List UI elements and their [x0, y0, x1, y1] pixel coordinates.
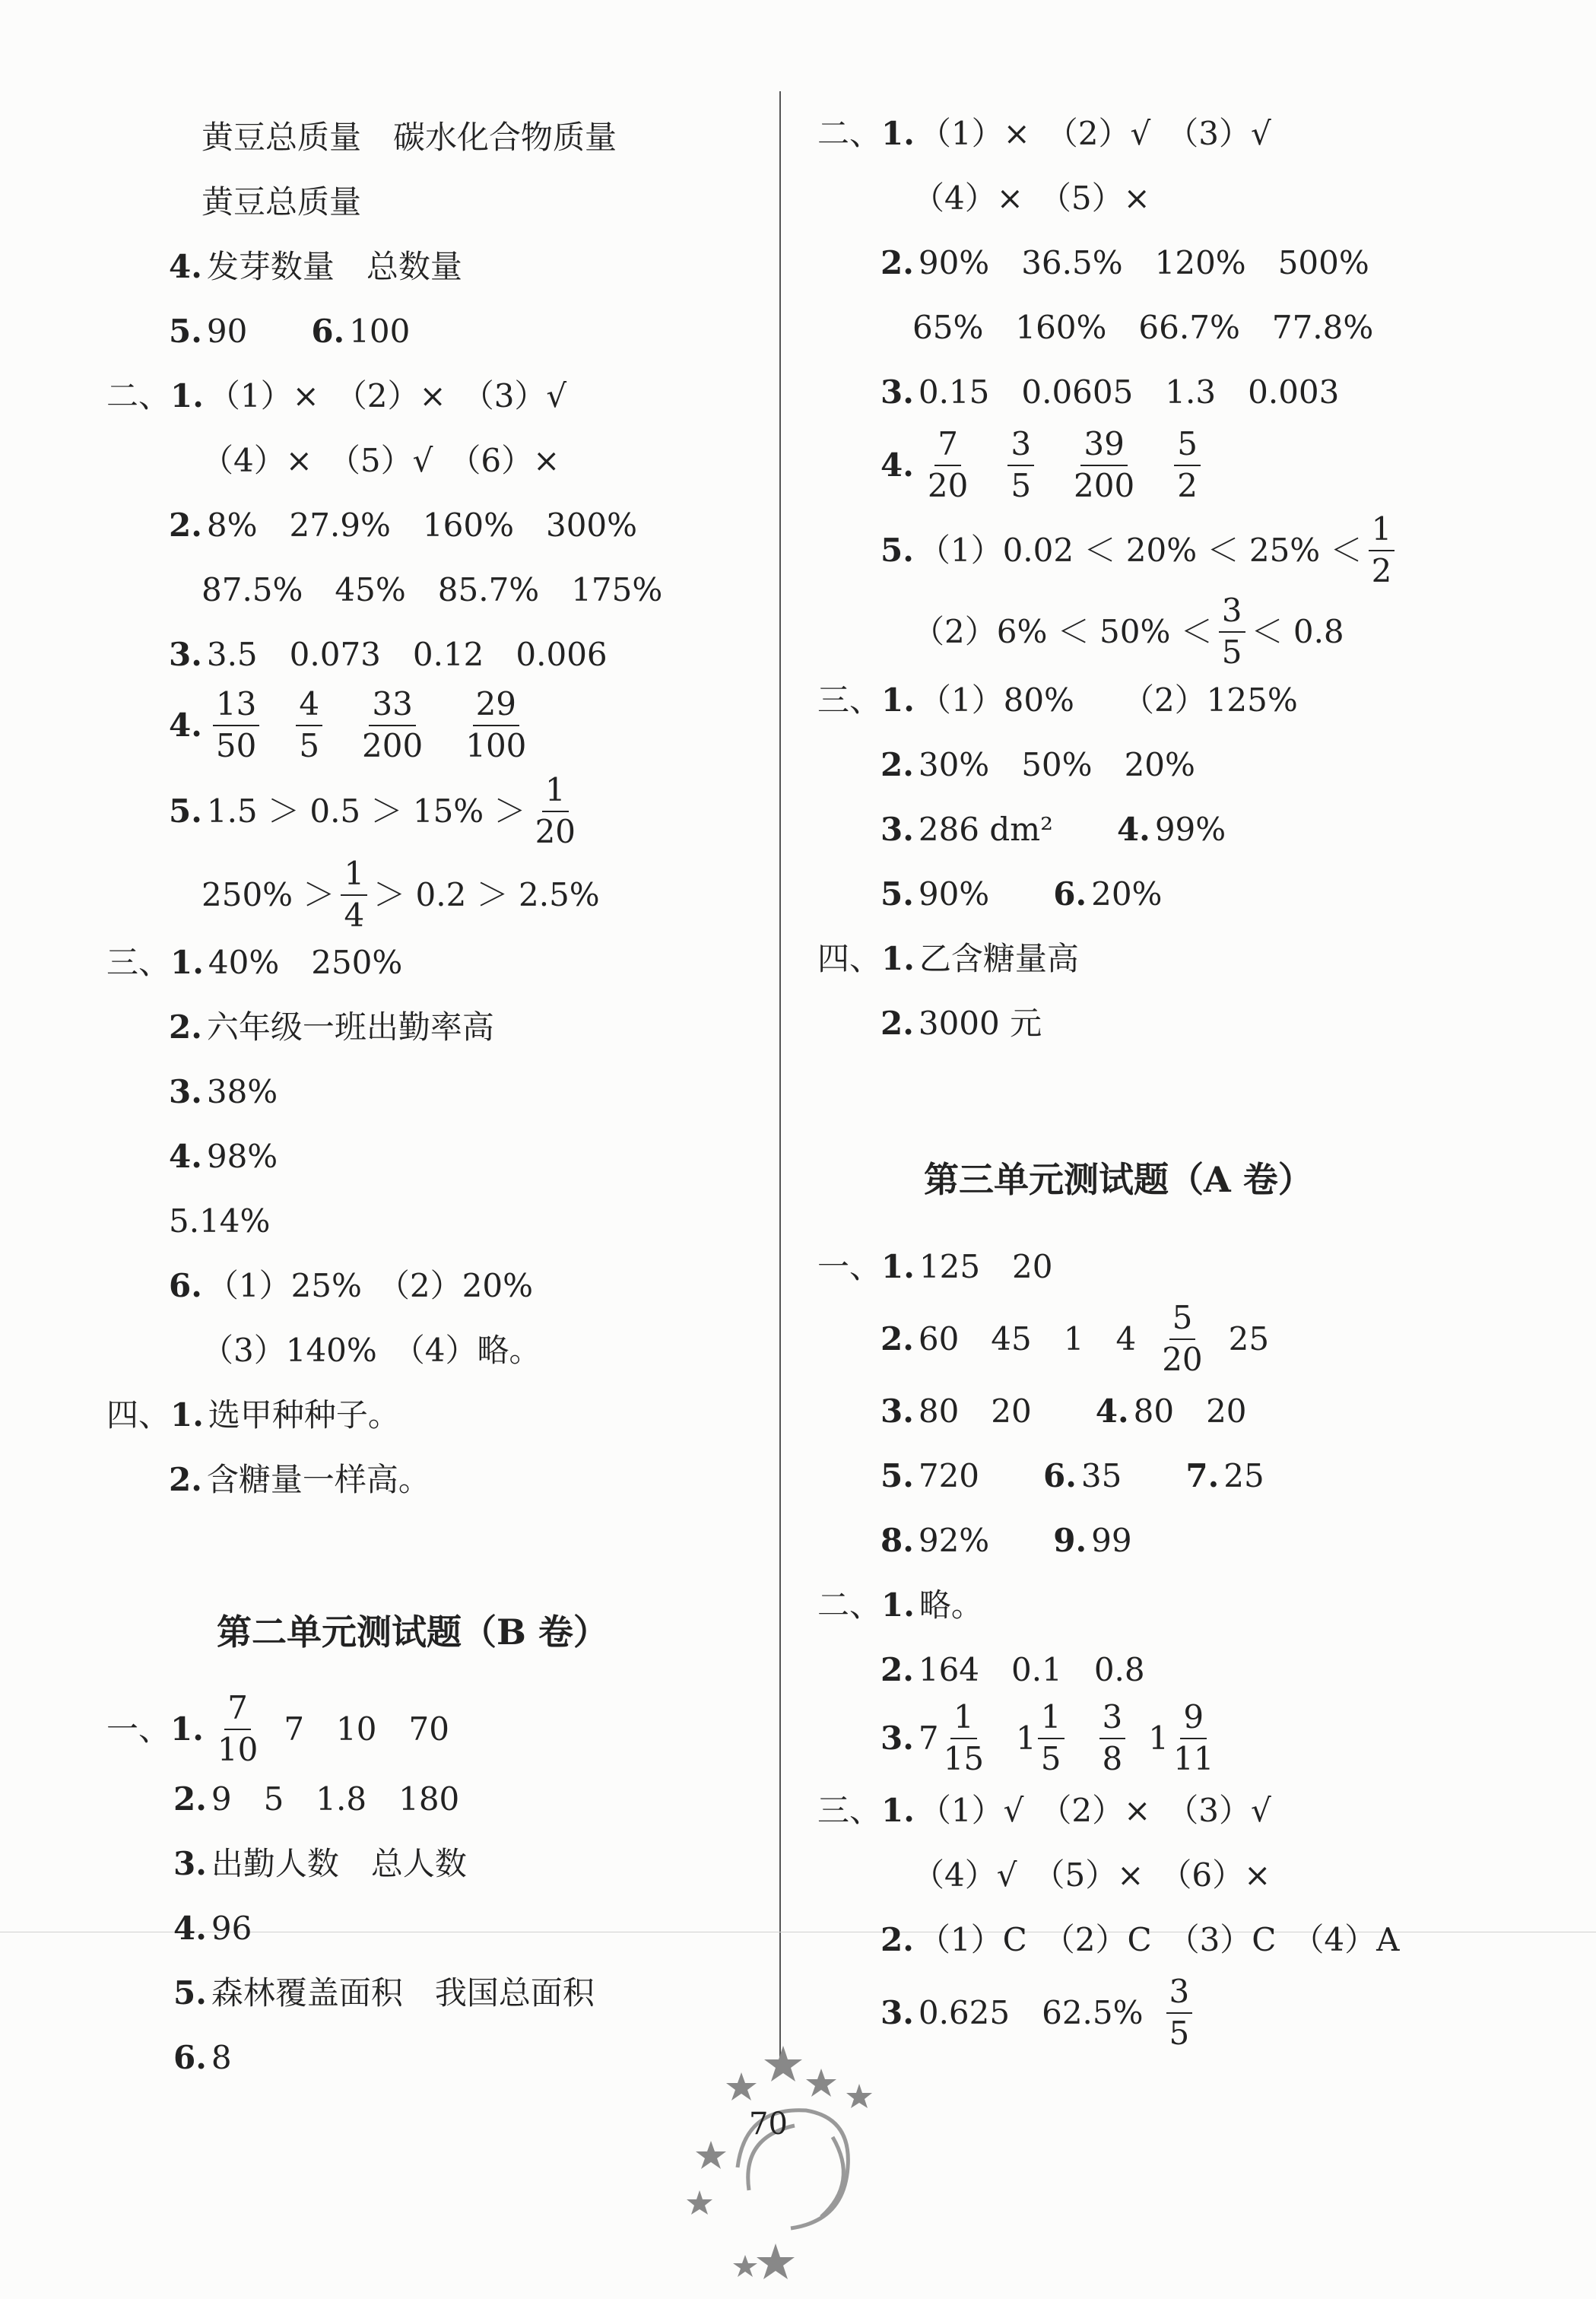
answer-line: 4. 发芽数量 总数量	[169, 248, 462, 285]
answer-line: 2. 90% 36.5% 120% 500%	[880, 244, 1369, 281]
answer-line: （4）√ （5）× （6）×	[912, 1856, 1271, 1894]
star-icon	[806, 2069, 836, 2097]
answer-line: 三、1. （1）√ （2）× （3）√	[817, 1792, 1271, 1829]
answer-line: 四、1. 乙含糖量高	[817, 940, 1079, 977]
answer-line: 3. 38%	[169, 1073, 278, 1110]
answer-line: 2. 六年级一班出勤率高	[169, 1008, 494, 1046]
column-divider	[779, 91, 781, 2069]
answer-line: 3. 286 dm² 4. 99%	[880, 811, 1226, 848]
compare-line: 5. （1）0.02 ＜ 20% ＜ 25% ＜ $\frac{1}{2}$	[880, 513, 1401, 588]
section-heading: 第二单元测试题（B 卷）	[217, 1612, 608, 1653]
answer-line: 2. 8% 27.9% 160% 300%	[169, 506, 638, 544]
answer-line: 2. 9 5 1.8 180	[173, 1780, 460, 1818]
answer-line: 2. （1）C （2）C （3）C （4）A	[880, 1921, 1400, 1958]
star-icon	[764, 2046, 802, 2081]
star-icon	[696, 2141, 726, 2169]
answer-line: 87.5% 45% 85.7% 175%	[201, 571, 663, 608]
answer-line: 5. 森林覆盖面积 我国总面积	[173, 1974, 595, 2012]
answer-line: （4）× （5）√ （6）×	[201, 442, 560, 479]
answer-line: （4）× （5）×	[912, 179, 1150, 217]
answer-line: 3. 0.15 0.0605 1.3 0.003	[880, 373, 1340, 411]
answer-line: 三、1. 40% 250%	[106, 944, 403, 981]
answer-line: 二、1. （1）× （2）√ （3）√	[817, 115, 1271, 152]
answer-line: 6. 8	[173, 2039, 232, 2076]
star-icon	[687, 2190, 712, 2215]
answer-line: 5. 720 6. 35 7. 25	[880, 1457, 1264, 1494]
fraction-line: 3. 0.625 62.5% $\frac{3}{5}$	[880, 1976, 1198, 2050]
answer-line: 四、1. 选甲种种子。	[106, 1396, 400, 1434]
answer-line: 2. 3000 元	[880, 1005, 1042, 1042]
answer-line: 2. 164 0.1 0.8	[880, 1651, 1145, 1688]
fraction-line: 一、 1. $\frac{7}{10}$ 7 10 70	[106, 1689, 449, 1768]
answer-line: 黄豆总质量	[201, 183, 362, 221]
answer-line: 2. 30% 50% 20%	[880, 746, 1195, 783]
answer-line: 5. 90 6. 100	[169, 313, 411, 350]
mixed-number-line: 3. 7 $\frac{1}{15}$ 1 $\frac{1}{5}$ $\frac{3}{8}$ 1 $\frac{9}{11}$	[880, 1698, 1214, 1777]
answer-line: 4. 96	[173, 1910, 252, 1947]
answer-line: 3. 80 20 4. 80 20	[880, 1392, 1247, 1430]
compare-line: 5. 1.5 ＞ 0.5 ＞ 15% ＞ $\frac{1}{20}$	[169, 771, 576, 850]
star-icon	[757, 2243, 795, 2279]
answer-line: 5. 90% 6. 20%	[880, 875, 1163, 913]
answer-line: 一、1. 125 20	[817, 1248, 1053, 1285]
fraction-line: 4. $\frac{13}{50}$ $\frac{4}{5}$ $\frac{33}{200}$ $\frac{29}{100}$	[169, 685, 527, 764]
answer-line: 5.14%	[169, 1202, 271, 1240]
answer-line: 8. 92% 9. 99	[880, 1522, 1132, 1559]
answer-line: 3. 3.5 0.073 0.12 0.006	[169, 636, 608, 673]
answer-line: 黄豆总质量 碳水化合物质量	[201, 119, 617, 156]
star-icon	[846, 2084, 872, 2108]
compare-line: （2）6% ＜ 50% ＜ $\frac{3}{5}$ ＜ 0.8	[912, 592, 1344, 671]
answer-line: 4. 98%	[169, 1138, 278, 1175]
fraction-line: 4. $\frac{7}{20}$ $\frac{3}{5}$ $\frac{39}{200}$ $\frac{5}{2}$	[880, 428, 1207, 503]
answer-line: 3. 出勤人数 总人数	[173, 1845, 467, 1882]
answer-line: 2. 含糖量一样高。	[169, 1461, 430, 1498]
star-icon	[733, 2255, 757, 2277]
answer-line: 6. （1）25% （2）20%	[169, 1267, 534, 1304]
compare-line: 250% ＞ $\frac{1}{4}$ ＞ 0.2 ＞ 2.5%	[201, 855, 600, 934]
answer-line: （3）140% （4）略。	[201, 1332, 541, 1369]
page-number-star-decoration	[669, 2038, 897, 2282]
answer-line: 三、1. （1）80% （2）125%	[817, 681, 1298, 719]
answer-line: 二、1. 略。	[817, 1586, 983, 1624]
page-number: 70	[749, 2107, 788, 2142]
answer-line: 65% 160% 66.7% 77.8%	[912, 309, 1374, 346]
fraction-line: 2. 60 45 1 4 $\frac{5}{20}$ 25	[880, 1299, 1270, 1378]
section-heading: 第三单元测试题（A 卷）	[924, 1159, 1313, 1200]
answer-line: 二、1. （1）× （2）× （3）√	[106, 377, 567, 414]
star-icon	[726, 2072, 757, 2101]
